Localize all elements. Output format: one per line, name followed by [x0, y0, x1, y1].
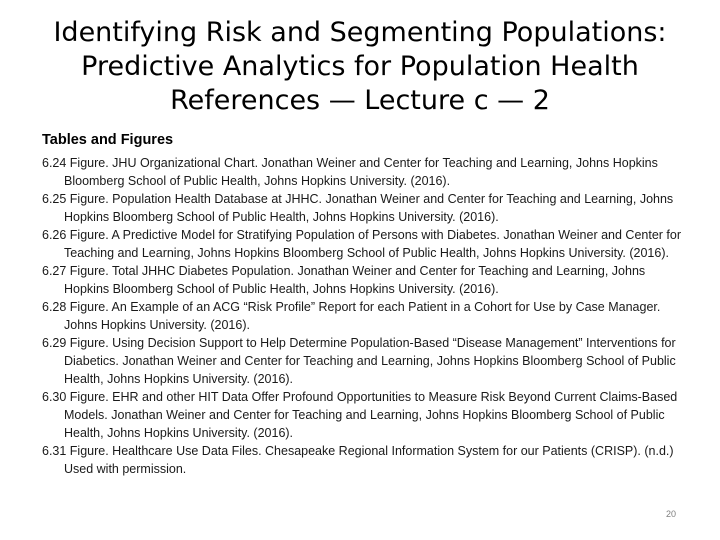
reference-item: 6.26 Figure. A Predictive Model for Stratifying Population of Persons with Diabetes. Jonathan Weiner and Center for Teaching and Learning, Johns Hopkins Bloomberg School of Public Health, Johns Hopkins University. (2016). [42, 228, 682, 260]
slide-title-line-1: Identifying Risk and Segmenting Populations: [53, 17, 667, 48]
reference-item: 6.28 Figure. An Example of an ACG “Risk Profile” Report for each Patient in a Cohort for Use by Case Manager. Johns Hopkins University. (2016). [42, 300, 661, 332]
reference-list [42, 154, 682, 478]
reference-item: 6.25 Figure. Population Health Database at JHHC. Jonathan Weiner and Center for Teaching and Learning, Johns Hopkins Bloomberg School of Public Health, Johns Hopkins University. (2016). [42, 192, 674, 224]
reference-item: 6.31 Figure. Healthcare Use Data Files. Chesapeake Regional Information System for our Patients (CRISP). (n.d.) Used with permission. [42, 444, 674, 476]
slide-title [20, 16, 700, 118]
reference-item: 6.24 Figure. JHU Organizational Chart. Jonathan Weiner and Center for Teaching and Learning, Johns Hopkins Bloomberg School of Public Health, Johns Hopkins University. (2016). [42, 156, 658, 188]
slide-title-line-2: Predictive Analytics for Population Health [81, 51, 639, 82]
reference-item: 6.27 Figure. Total JHHC Diabetes Population. Jonathan Weiner and Center for Teaching and Learning, Johns Hopkins Bloomberg School of Public Health, Johns Hopkins University. (2016). [42, 264, 646, 296]
page-number: 20 [665, 509, 676, 519]
section-heading: Tables and Figures [42, 132, 174, 148]
slide-content [42, 131, 682, 478]
reference-item: 6.30 Figure. EHR and other HIT Data Offer Profound Opportunities to Measure Risk Beyond Current Claims-Based Models. Jonathan Weiner and Center for Teaching and Learning, Johns Hopkins Bloomberg School of Public Health, Johns Hopkins University. (2016). [42, 390, 678, 440]
reference-item: 6.29 Figure. Using Decision Support to Help Determine Population-Based “Disease Management” Interventions for Diabetics. Jonathan Weiner and Center for Teaching and Learning, Johns Hopkins Bloomberg School of Public Health, Johns Hopkins University. (2016). [42, 336, 676, 386]
slide-title-line-3: References — Lecture c — 2 [170, 85, 550, 116]
